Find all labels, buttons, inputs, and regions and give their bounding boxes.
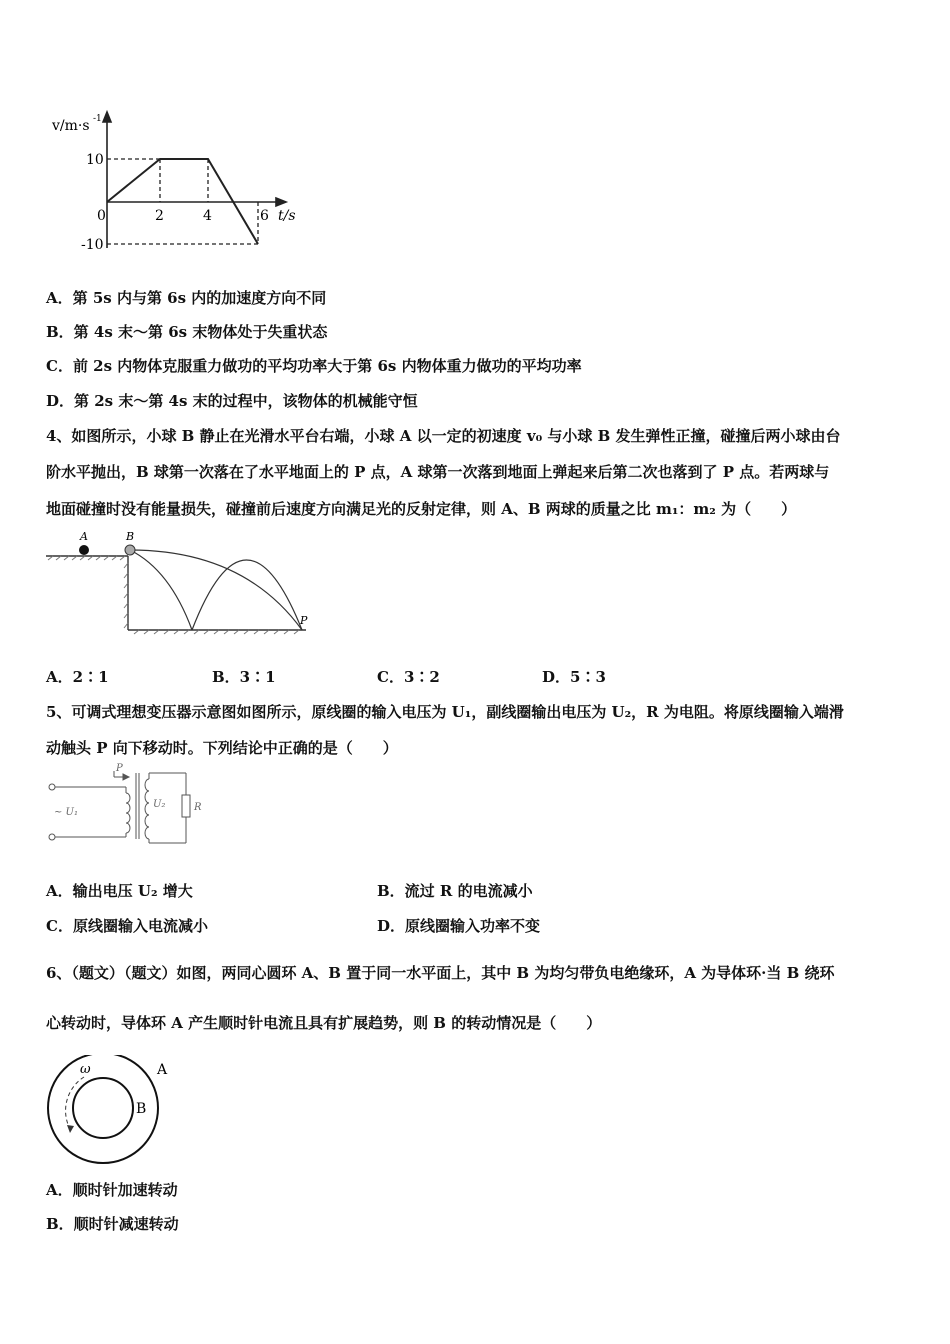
label-b: B — [136, 1101, 147, 1117]
q5-option-c: C．原线圈输入电流减小 — [46, 917, 208, 935]
y-tick-neg10: -10 — [81, 237, 104, 253]
q5-transformer-figure — [44, 763, 214, 845]
q3-option-d: D．第 2s 末～第 4s 末的过程中，该物体的机械能守恒 — [46, 392, 418, 410]
q4-option-a: A．2∶1 — [46, 668, 109, 686]
slider-arrow — [123, 774, 129, 780]
label-a: A — [80, 530, 88, 543]
label-a: A — [157, 1062, 168, 1078]
q4-option-d: D．5∶3 — [542, 668, 606, 686]
q5-option-d: D．原线圈输入功率不变 — [377, 917, 541, 935]
q5-text-line-2: 动触头 P 向下移动时。下列结论中正确的是（ ） — [46, 739, 398, 757]
rotation-arrow — [66, 1077, 84, 1129]
origin-label: 0 — [97, 208, 106, 224]
trajectory-b — [130, 550, 302, 630]
x-tick-4: 4 — [203, 208, 212, 224]
q6-option-a: A．顺时针加速转动 — [46, 1181, 178, 1199]
label-omega: ω — [80, 1062, 91, 1077]
x-axis-label: t/s — [278, 208, 296, 224]
q4-option-b: B．3∶1 — [212, 668, 276, 686]
label-p: P — [300, 614, 308, 627]
label-b: B — [126, 530, 135, 543]
q5-option-a: A．输出电压 U₂ 增大 — [46, 882, 193, 900]
q6-text-line-1: 6、（题文）（题文）如图，两同心圆环 A、B 置于同一水平面上，其中 B 为均匀带负电绝缘环，A 为导体环·当 B 绕环 — [46, 964, 835, 982]
trajectory-a-first — [130, 550, 192, 630]
label-p: P — [116, 763, 123, 774]
ball-a — [79, 545, 89, 555]
q4-option-c: C．3∶2 — [377, 668, 440, 686]
q4-text-line-3: 地面碰撞时没有能量损失，碰撞前后速度方向满足光的反射定律，则 A、B 两球的质量之比 m₁：m₂ 为（ ） — [46, 500, 797, 518]
q6-option-b: B．顺时针减速转动 — [46, 1215, 179, 1233]
y-axis-exp: -1 — [93, 114, 102, 124]
y-axis-arrow — [103, 112, 111, 122]
label-r: R — [194, 802, 202, 813]
q3-option-b: B．第 4s 末～第 6s 末物体处于失重状态 — [46, 323, 328, 341]
resistor-r — [182, 795, 190, 817]
input-terminal-bottom — [49, 834, 55, 840]
x-axis-arrow — [276, 198, 286, 206]
q6-text-line-2: 心转动时，导体环 A 产生顺时针电流且具有扩展趋势，则 B 的转动情况是（ ） — [46, 1014, 602, 1032]
label-u1: ~ U₁ — [54, 807, 78, 818]
x-tick-2: 2 — [155, 208, 164, 224]
q4-text-line-1: 4、如图所示，小球 B 静止在光滑水平台右端，小球 A 以一定的初速度 v₀ 与小球 B 发生弹性正撞，碰撞后两小球由台 — [46, 427, 841, 445]
x-tick-6: 6 — [260, 208, 269, 224]
label-u2: U₂ — [153, 799, 166, 810]
input-terminal-top — [49, 784, 55, 790]
q4-text-line-2: 阶水平抛出，B 球第一次落在了水平地面上的 P 点，A 球第一次落到地面上弹起来后第二次也落到了 P 点。若两球与 — [46, 463, 830, 481]
q5-option-b: B．流过 R 的电流减小 — [377, 882, 533, 900]
secondary-coil — [145, 779, 149, 839]
ball-b — [125, 545, 135, 555]
primary-coil — [126, 793, 130, 833]
q3-option-c: C．前 2s 内物体克服重力做功的平均功率大于第 6s 内物体重力做功的平均功率 — [46, 357, 582, 375]
q5-text-line-1: 5、可调式理想变压器示意图如图所示，原线圈的输入电压为 U₁，副线圈输出电压为 U₂，R 为电阻。将原线圈输入端滑 — [46, 703, 844, 721]
y-tick-10: 10 — [86, 152, 104, 168]
y-axis-label: v/m·s — [52, 118, 90, 134]
trajectory-a-second — [192, 560, 302, 630]
q6-rings-figure — [44, 1055, 184, 1165]
q4-collision-figure — [44, 530, 324, 640]
q3-option-a: A．第 5s 内与第 6s 内的加速度方向不同 — [46, 289, 327, 307]
ring-b — [73, 1078, 133, 1138]
vt-graph-figure — [50, 108, 310, 258]
